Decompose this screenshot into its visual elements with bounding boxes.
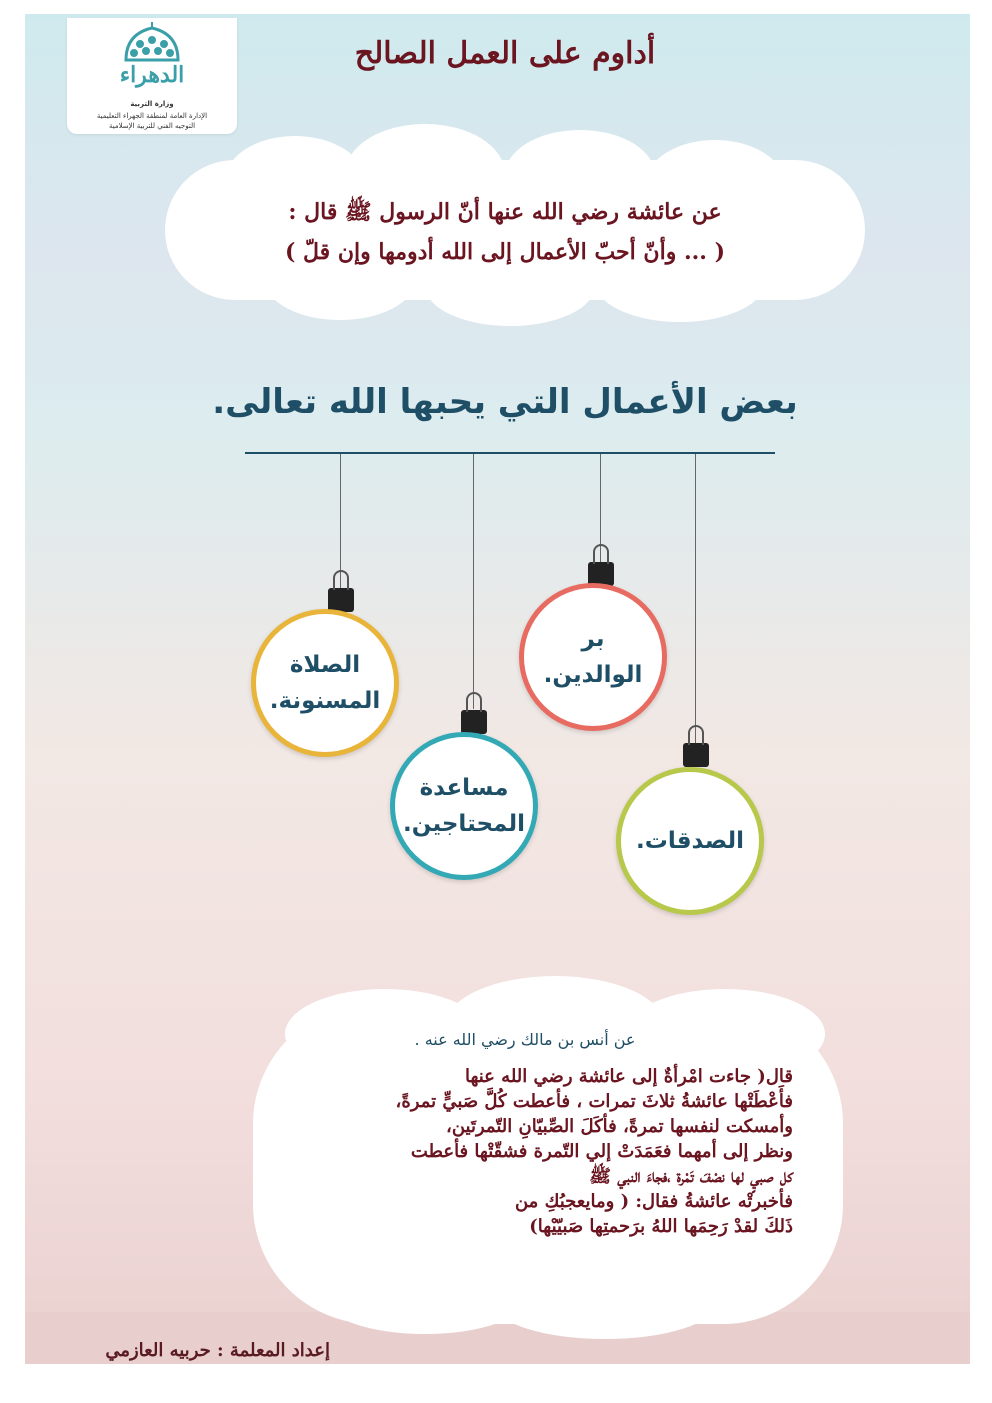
hadith-bottom-source: عن أنس بن مالك رضي الله عنه . bbox=[414, 1030, 636, 1049]
ornament-helping-label: مساعدة المحتاجين. bbox=[403, 775, 525, 837]
ornament-charity bbox=[616, 767, 764, 915]
hadith-bottom-line: ونظر إلى أمهما فعَمَدَتْ إلي التّمرة فشقّتْها فأعطت bbox=[410, 1141, 793, 1162]
ornament-prayer-label: الصلاة المسنونة. bbox=[269, 652, 381, 714]
mosque-dome-icon bbox=[112, 20, 192, 64]
ornament-parents-label: بر الوالدين. bbox=[543, 626, 643, 688]
hadith-top-line-1: عن عائشة رضي الله عنها أنّ الرسول ﷺ قال : bbox=[288, 199, 722, 225]
ornament-charity-label: الصدقات. bbox=[636, 828, 745, 854]
hadith-bottom-line: وأمسكت لنفسها تمرةً، فأكَلَ الصِّبيّانِ التّمرتَين، bbox=[446, 1116, 793, 1137]
string-charity bbox=[695, 454, 696, 744]
hadith-bottom-line: فأخبرتْه عائشةُ فقال: ( ومايعجبُكِ من bbox=[514, 1191, 793, 1212]
logo-line-ministry: وزارة التربية bbox=[130, 100, 174, 108]
hadith-bottom-line: قال( جاءت امْرأةٌ إلى عائشة رضي الله عنها bbox=[464, 1066, 793, 1087]
page-title: أداوم على العمل الصالح bbox=[354, 36, 656, 71]
logo-name: الدهراء bbox=[119, 62, 185, 88]
binder-clip-icon bbox=[683, 743, 709, 767]
section-title: بعض الأعمال التي يحبها الله تعالى. bbox=[212, 382, 798, 422]
cloud-puff bbox=[495, 1269, 715, 1339]
hadith-top bbox=[205, 192, 805, 272]
logo-line-guidance: التوجيه الفني للتربية الإسلامية bbox=[108, 122, 196, 130]
author-credit: إعداد المعلمة : حربيه العازمي bbox=[105, 1340, 330, 1361]
ornament-helping bbox=[390, 732, 538, 880]
poster bbox=[25, 14, 970, 1364]
binder-clip-icon bbox=[461, 710, 487, 734]
ornament-prayer bbox=[251, 609, 399, 757]
string-helping bbox=[473, 454, 474, 709]
hadith-top-line-2: ( ... وأنّ أحبّ الأعمال إلى الله أدومها وإن قلّ ) bbox=[284, 239, 726, 265]
hadith-bottom-line: ذَلكَ لقدْ رَحِمَها اللهُ برَحمتِها صَبيّيْها) bbox=[529, 1216, 793, 1237]
hadith-bottom bbox=[313, 1064, 793, 1239]
hadith-bottom-line: فأَعْطَتْها عائشةُ ثلاثَ تمرات ، فأعطت كُلَّ صَبيٍّ تمرةً، bbox=[395, 1091, 793, 1112]
logo bbox=[67, 18, 237, 134]
logo-line-directorate: الإدارة العامة لمنطقة الجهراء التعليمية bbox=[96, 112, 208, 120]
ornament-parents bbox=[519, 583, 667, 731]
hadith-bottom-line: كل صبيٍ لها نصْفَ تَمْرة ،فجاءَ النبي ﷺ bbox=[589, 1166, 793, 1187]
